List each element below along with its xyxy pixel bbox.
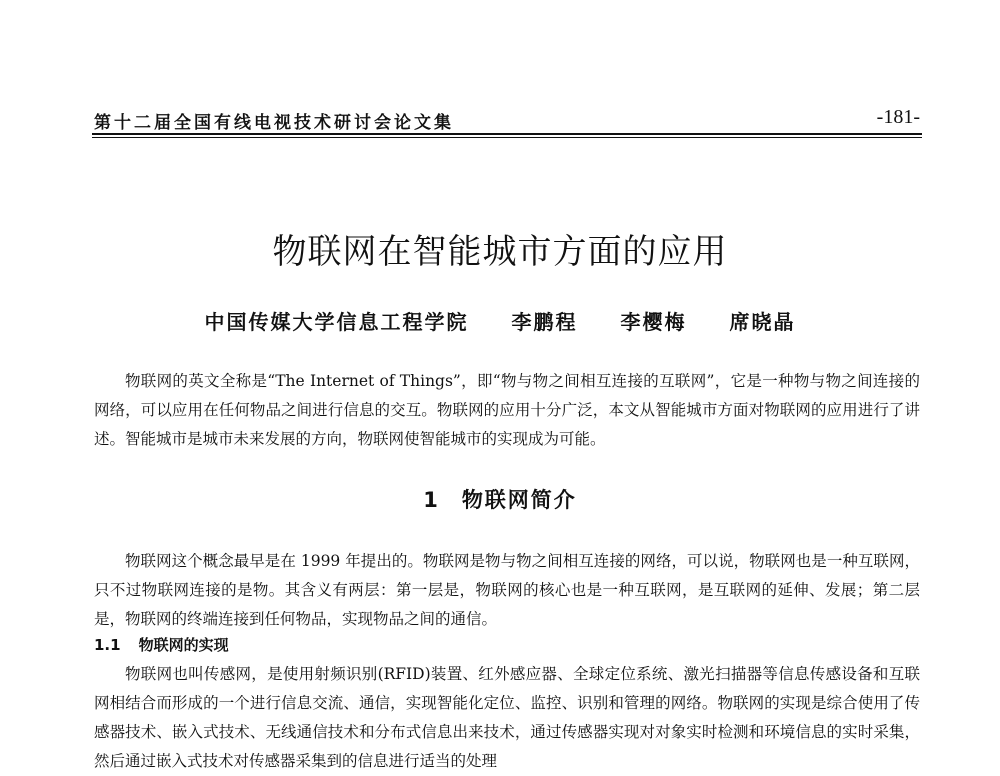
page-number: -181- bbox=[876, 106, 920, 128]
author-name: 李樱梅 bbox=[620, 310, 687, 334]
author-name: 席晓晶 bbox=[729, 310, 796, 334]
section-body bbox=[94, 547, 920, 634]
journal-title: 第十二届全国有线电视技术研讨会论文集 bbox=[94, 113, 454, 133]
subsection-body bbox=[94, 660, 920, 776]
header-rule bbox=[92, 133, 922, 138]
subsection-heading bbox=[94, 634, 229, 655]
abstract bbox=[94, 367, 920, 454]
author-line bbox=[140, 306, 860, 335]
section-heading bbox=[0, 484, 1000, 514]
body-paragraph: 物联网也叫传感网，是使用射频识别(RFID)装置、红外感应器、全球定位系统、激光扫描器等信息传感设备和互联网相结合而形成的一个进行信息交流、通信，实现智能化定位、监控、识别和管理的网络。物联网的实现是综合使用了传感器技术、嵌入式技术、无线通信技术和分布式信息出来技术，通过传感器实现对对象实时检测和环境信息的实时采集，然后通过嵌入式技术对传感器采集到的信息进行适当的处理 bbox=[94, 665, 920, 770]
subsection-title: 物联网的实现 bbox=[138, 636, 229, 654]
section-title: 物联网简介 bbox=[461, 488, 577, 512]
body-paragraph: 物联网这个概念最早是在 1999 年提出的。物联网是物与物之间相互连接的网络，可以说，物联网也是一种互联网，只不过物联网连接的是物。其含义有两层：第一层是，物联网的核心也是一种互联网，是互联网的延伸、发展；第二层是，物联网的终端连接到任何物品，实现物品之间的通信。 bbox=[94, 552, 920, 628]
author-affiliation: 中国传媒大学信息工程学院 bbox=[204, 310, 469, 334]
author-name: 李鹏程 bbox=[511, 310, 578, 334]
paper-title: 物联网在智能城市方面的应用 bbox=[272, 232, 728, 272]
subsection-number: 1.1 bbox=[94, 636, 121, 654]
section-number: 1 bbox=[423, 488, 440, 512]
abstract-paragraph: 物联网的英文全称是“The Internet of Things”，即“物与物之间相互连接的互联网”，它是一种物与物之间连接的网络，可以应用在任何物品之间进行信息的交互。物联网的应用十分广泛，本文从智能城市方面对物联网的应用进行了讲述。智能城市是城市未来发展的方向，物联网使智能城市的实现成为可能。 bbox=[94, 372, 920, 448]
